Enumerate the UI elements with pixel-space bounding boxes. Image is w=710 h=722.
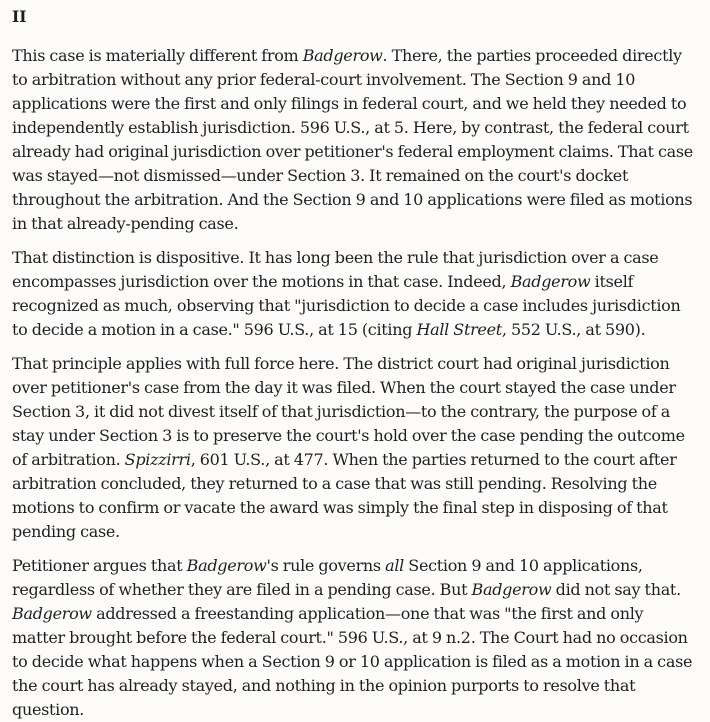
italic-citation: Badgerow [12, 604, 92, 623]
text-run: That principle applies with full force here. The district court had original jurisdiction over petitioner's case from the day it was filed. When the court stayed the case under Section 3, it did not divest itself of that jurisdiction—to the contrary, the purpose of a stay under Section 3 is to preserve the court's hold over the case pending the outcome of arbitration. [12, 354, 685, 469]
text-run: , 601 U.S., at 477. When the parties returned to the court after arbitration concluded, they returned to a case that was still pending. Resolving the motions to confirm or vacate the award was simply the final step in disposing of that pending case. [12, 450, 677, 541]
italic-citation: Hall Street [416, 320, 502, 339]
text-run: , 552 U.S., at 590). [501, 320, 646, 339]
text-run: Petitioner argues that [12, 556, 187, 575]
text-run: did not say that. [551, 580, 681, 599]
text-run: addressed a freestanding application—one that was "the first and only matter brought before the federal court." 596 U.S., at 9 n.2. The Court had no occasion to decide what happens when a Section 9 or 10 application is filed as a motion in a case the court has already stayed, and nothing in the opinion purports to resolve that question. [12, 604, 693, 719]
text-run: itself recognized as much, observing that "jurisdiction to decide a case includes jurisdiction to decide a motion in a case." 596 U.S., at 15 (citing [12, 272, 681, 339]
text-run: Section 9 and 10 applications, regardless of whether they are filed in a pending case. But [12, 556, 643, 599]
paragraph-2 [12, 246, 698, 342]
text-run: 's rule governs [266, 556, 386, 575]
italic-citation: Badgerow [186, 556, 267, 575]
paragraph-3 [12, 352, 698, 544]
text-run: . There, the parties proceeded directly to arbitration without any prior federal-court involvement. The Section 9 and 10 applications were the first and only filings in federal court, and we held they needed to independently establish jurisdiction. 596 U.S., at 5. Here, by contrast, the federal court already had original jurisdiction over petitioner's federal employment claims. That case was stayed—not dismissed—under Section 3. It remained on the court's docket throughout the arbitration. And the Section 9 and 10 applications were filed as motions in that already-pending case. [12, 46, 693, 233]
italic-citation: Badgerow [471, 580, 552, 599]
section-heading: II [12, 7, 27, 26]
opinion-document [12, 4, 698, 722]
italic-citation: all [385, 556, 404, 575]
italic-citation: Badgerow [302, 46, 383, 65]
italic-citation: Badgerow [510, 272, 591, 291]
italic-citation: Spizzirri [124, 450, 191, 469]
text-run: This case is materially different from [12, 46, 303, 65]
text-run: That distinction is dispositive. It has long been the rule that jurisdiction over a case encompasses jurisdiction over the motions in that case. Indeed, [12, 248, 659, 291]
paragraph-4 [12, 554, 698, 722]
paragraph-1 [12, 44, 698, 236]
